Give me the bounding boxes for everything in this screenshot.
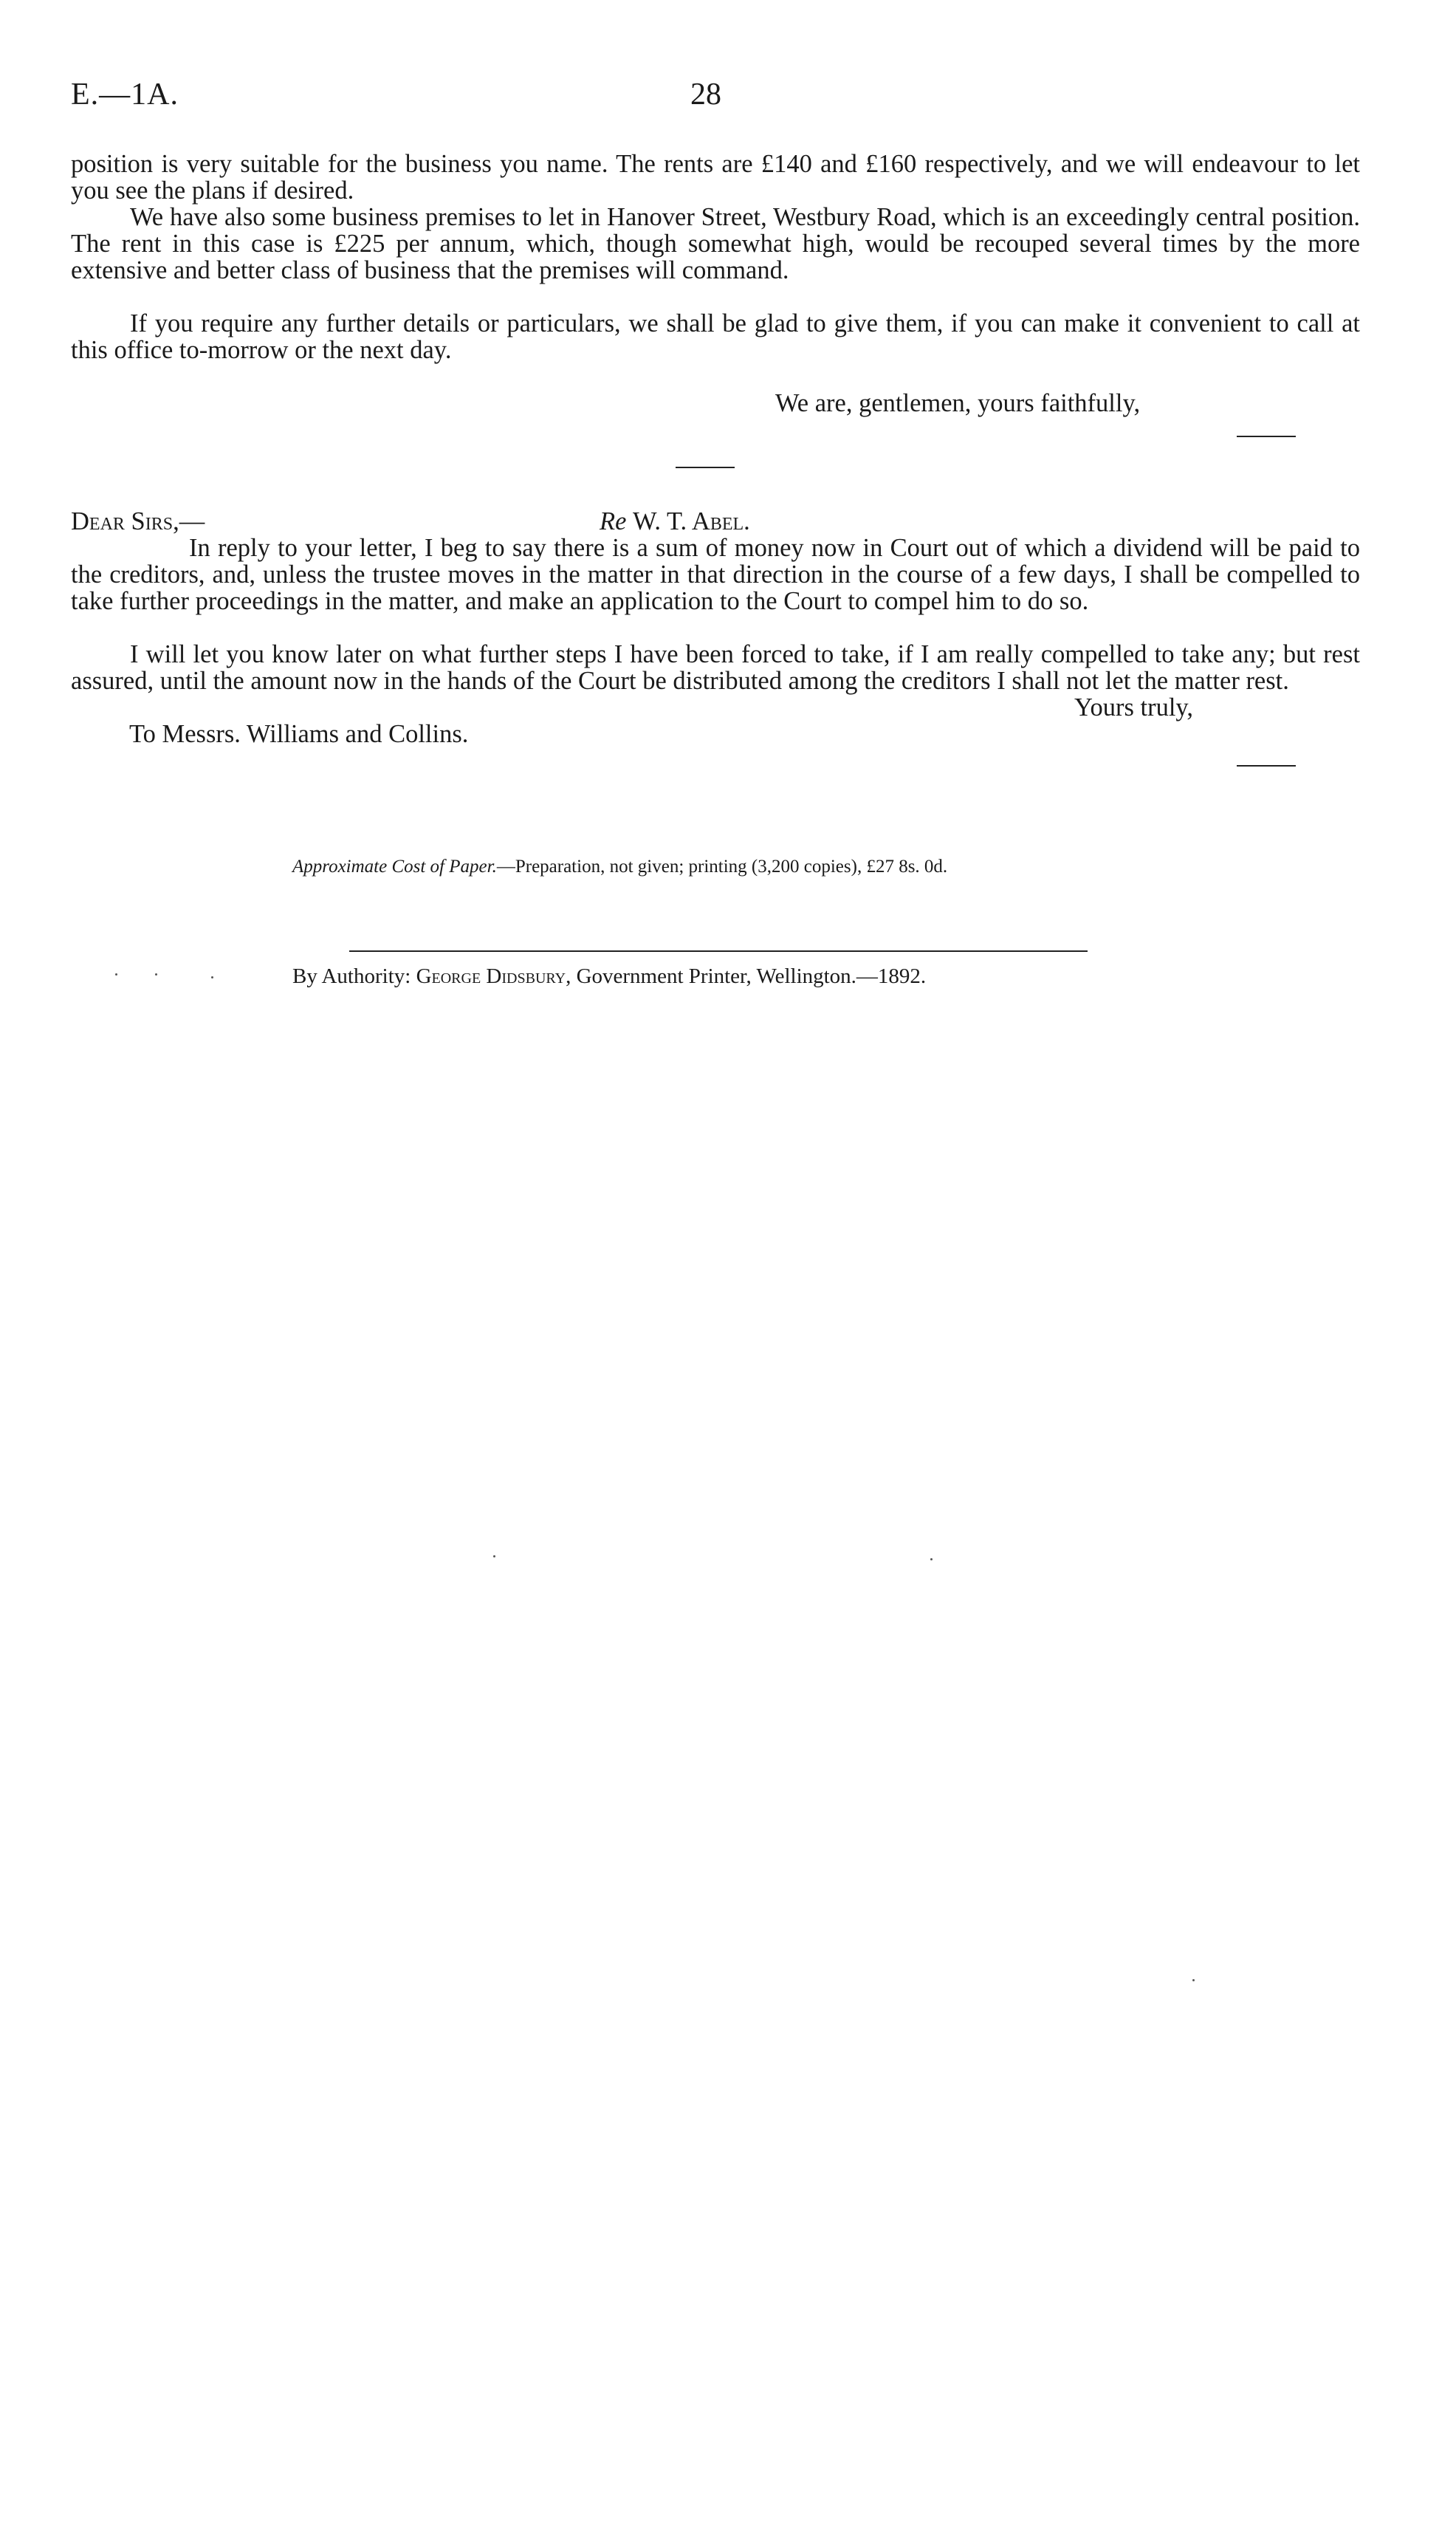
letter2-paragraph-2: I will let you know later on what further steps I have been forced to take, if I am really compelled to take any; but rest assured, until the amount now in the hands of the Court be distributed among the creditors I shall not let the matter rest. (71, 640, 1360, 695)
printing-cost-note (292, 857, 947, 877)
letter1-paragraph-1: position is very suitable for the business you name. The rents are £140 and £160 respectively, and we will endeavour to let you see the plans if desired. (71, 150, 1360, 205)
signature-dash-2 (1237, 765, 1296, 767)
scan-speck (493, 1555, 495, 1557)
letter2-addressee: To Messrs. Williams and Collins. (129, 720, 469, 748)
signature-dash (1237, 436, 1296, 437)
cost-text: —Preparation, not given; printing (3,200 copies), £27 8s. 0d. (496, 857, 948, 877)
letter2-closing: Yours truly, (1074, 693, 1194, 721)
footer-rule (349, 950, 1088, 952)
letter2-salutation: Dear Sirs,— (71, 507, 205, 535)
page-number: 28 (690, 78, 721, 112)
letter1-paragraph-3: If you require any further details or particulars, we shall be glad to give them, if you can make it convenient to call at this office to-morrow or the next day. (71, 309, 1360, 364)
scan-speck (1192, 1979, 1195, 1981)
re-name: W. T. Abel. (633, 507, 750, 535)
scan-speck (211, 976, 213, 978)
printer-name: George Didsbury (416, 964, 566, 988)
scan-speck (115, 973, 117, 976)
re-prefix: Re (600, 507, 627, 535)
document-reference: E.—1A. (71, 78, 179, 112)
letter1-paragraph-2: We have also some business premises to let in Hanover Street, Westbury Road, which is an exceedingly central position. The rent in this case is £225 per annum, which, though somewhat high, would be recouped several times by the more extensive and better class of business that the premises will command. (71, 203, 1360, 284)
letter2-re-line (600, 508, 750, 535)
authority-suffix: , Government Printer, Wellington.—1892. (566, 964, 927, 988)
authority-prefix: By Authority: (292, 964, 411, 988)
letter1-closing: We are, gentlemen, yours faithfully, (775, 389, 1141, 417)
letter2-paragraph-1: In reply to your letter, I beg to say there is a sum of money now in Court out of which a dividend will be paid to the creditors, and, unless the trustee moves in the matter in that direction in the course of a few days, I shall be compelled to take further proceedings in the matter, and make an application to the Court to compel him to do so. (71, 534, 1360, 615)
printer-authority (292, 964, 926, 989)
scan-speck (930, 1558, 933, 1560)
cost-label: Approximate Cost of Paper. (292, 857, 497, 877)
scan-speck (155, 973, 157, 976)
section-divider (676, 467, 735, 468)
